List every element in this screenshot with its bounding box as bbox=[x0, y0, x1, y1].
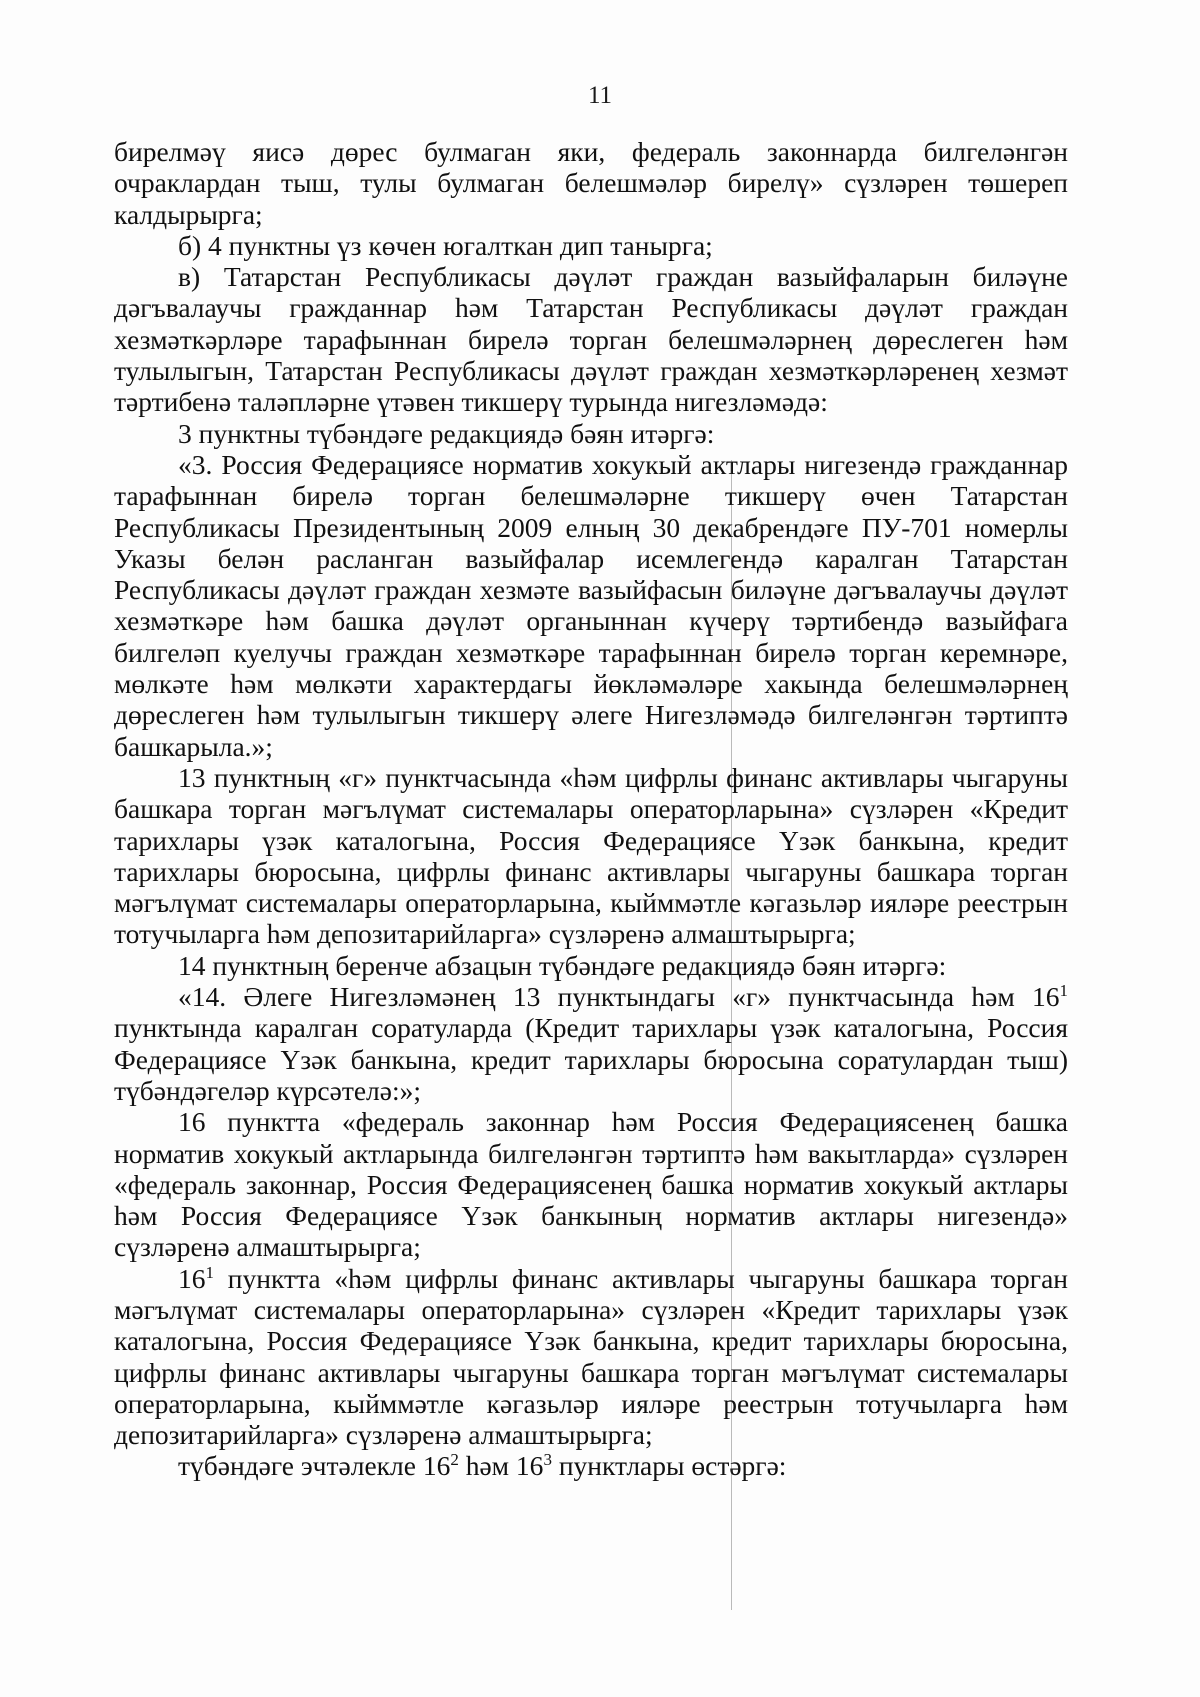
paragraph-1-continuation: бирелмәү яисә дөрес булмаган яки, федераль законнарда билгеләнгән очраклардан тыш, тулы булмаган белешмәләр бирелү» сүзләрен төшереп калдырырга; bbox=[114, 136, 1068, 230]
paragraph-point-14-text bbox=[114, 981, 1068, 1106]
text-segment: пунктлары өстәргә: bbox=[551, 1450, 787, 1482]
document-body bbox=[114, 136, 1068, 1482]
text-segment: һәм 16 bbox=[458, 1450, 544, 1482]
superscript: 3 bbox=[543, 1450, 552, 1470]
text-segment: 16 bbox=[178, 1262, 206, 1294]
paragraph-subitem-v: в) Татарстан Республикасы дәүләт граждан вазыйфаларын биләүне дәгъвалаучы гражданнар һәм Татарстан Республикасы дәүләт граждан хезмәткәрләре тарафыннан бирелә торган белешмәләрнең дөреслеген һәм тулылыгын, Татарстан Республикасы дәүләт граждан хезмәткәрләренең хезмәт тәртибенә таләпләрне үтәвен тикшерү турында нигезләмәдә: bbox=[114, 261, 1068, 418]
paragraph-point-3-intro: 3 пунктны түбәндәге редакциядә бәян итәргә: bbox=[178, 417, 715, 449]
page-number: 11 bbox=[587, 82, 613, 109]
paragraph-point-3-text: «3. Россия Федерациясе норматив хокукый актлары нигезендә гражданнар тарафыннан бирелә торган белешмәләрне тикшерү өчен Татарстан Республикасы Президентының 2009 елның 30 декабрендәге ПУ-701 номерлы Указы белән расланган вазыйфалар исемлегендә каралган Татарстан Республикасы дәүләт граждан хезмәте вазыйфасын биләүне дәгъвалаучы дәүләт хезмәткәре һәм башка дәүләт органыннан күчерү тәртибендә вазыйфага билгеләп куелучы граждан хезмәткәре тарафыннан бирелә торган керемнәре, мөлкәте һәм мөлкәти характердагы йөкләмәләре хакында белешмәләрнең дөреслеген һәм тулылыгын тикшерү әлеге Нигезләмәдә билгеләнгән тәртиптә башкарыла.»; bbox=[114, 448, 1068, 762]
scan-artifact-line bbox=[731, 460, 732, 1610]
superscript: 1 bbox=[1059, 981, 1068, 1001]
paragraph-point-13: 13 пунктның «г» пунктчасында «һәм цифрлы финанс активлары чыгаруны башкара торган мәгълүмат системалары операторларына» сүзләрен «Кредит тарихлары үзәк каталогына, Россия Федерациясе Үзәк банкына, кредит тарихлары бюросына, цифрлы финанс активлары чыгаруны башкара торган мәгълүмат системалары операторларына, кыйммәтле кәгазьләр ияләре реестрын тотучыларга һәм депозитарийларга» сүзләренә алмаштырырга; bbox=[114, 761, 1068, 950]
text-segment: пунктта «һәм цифрлы финанс активлары чыгаруны башкара торган мәгълүмат системалары операторларына» сүзләрен «Кредит тарихлары үзәк каталогына, Россия Федерациясе Үзәк банкына, кредит тарихлары бюросына, цифрлы финанс активлары чыгаруны башкара торган мәгълүмат системалары операторларына, кыйммәтле кәгазьләр ияләре реестрын тотучыларга һәм депозитарийларга» сүзләренә алмаштырырга; bbox=[114, 1262, 1068, 1451]
text-segment: «14. Әлеге Нигезләмәнең 13 пунктындагы «г» пунктчасында һәм 16 bbox=[178, 981, 1060, 1013]
text-segment: түбәндәге эчтәлекле 16 bbox=[178, 1450, 451, 1482]
paragraph-point-16: 16 пунктта «федераль законнар һәм Россия Федерациясенең башка норматив хокукый актларында билгеләнгән тәртиптә һәм вакытларда» сүзләрен «федераль законнар, Россия Федерациясенең башка норматив хокукый актлары һәм Россия Федерациясе Үзәк банкының норматив актлары нигезендә» сүзләренә алмаштырырга; bbox=[114, 1106, 1068, 1263]
paragraph-point-16-1 bbox=[114, 1263, 1068, 1451]
paragraph-point-14-intro: 14 пунктның беренче абзацын түбәндәге редакциядә бәян итәргә: bbox=[178, 949, 947, 981]
superscript: 1 bbox=[205, 1262, 214, 1282]
text-segment: пунктында каралган соратуларда (Кредит тарихлары үзәк каталогына, Россия Федерациясе Үзәк банкына, кредит тарихлары бюросына соратулардан тыш) түбәндәгеләр күрсәтелә:»; bbox=[114, 1012, 1068, 1106]
paragraph-subitem-b: б) 4 пунктны үз көчен югалткан дип танырга; bbox=[178, 229, 713, 261]
paragraph-add-points bbox=[114, 1450, 1068, 1481]
superscript: 2 bbox=[450, 1450, 459, 1470]
